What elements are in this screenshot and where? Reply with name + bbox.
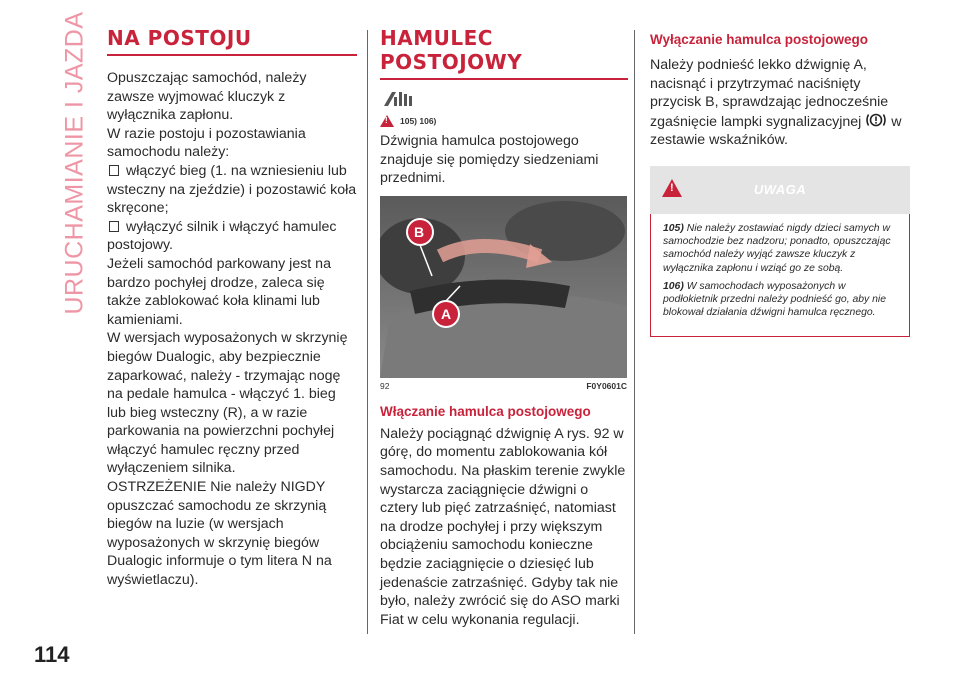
brake-warning-icon [865, 112, 887, 128]
warning-item-number: 106) [663, 280, 684, 292]
page-number: 114 [34, 642, 70, 667]
warning-content [650, 214, 910, 337]
section-heading-line2: POSTOJOWY [380, 50, 523, 74]
column-hamulec-postojowy [380, 28, 628, 629]
column-wylaczanie [650, 28, 910, 337]
parking-brake-icon [380, 88, 416, 110]
section-side-title [55, 11, 95, 315]
paragraph: Opuszczając samochód, należy zawsze wyjmować kluczyk z wyłącznika zapłonu. [107, 70, 307, 124]
warning-item-number: 105) [663, 222, 684, 234]
warning-item-text: W samochodach wyposażonych w podłokietnik przedni należy podnieść go, aby nie blokował działania dźwigni hamulca ręcznego. [663, 280, 886, 319]
checkbox-bullet-icon [109, 165, 119, 176]
column-divider [634, 30, 635, 634]
subheading: Włączanie hamulca postojowego [380, 403, 591, 419]
side-title-text: URUCHAMIANIE I JAZDA [60, 11, 89, 315]
warning-title: UWAGA [753, 181, 807, 197]
figure-number: 92 [380, 380, 390, 391]
body-text: Należy pociągnąć dźwignię A rys. 92 w górę, do momentu zablokowania kół samochodu. Na płaskim terenie zwykle wystarcza zaciągnięcie dźwigni o cztery lub pięć zatrzaśnięć, natomiast na drodze pochyłej i przy większym obciążeniu samochodu konieczne będzie zaciągnięcie o dziesięć lub jedenaście zatrzaśnięć. Gdyby tak nie było, należy zwrócić się do ASO marki Fiat w celu wykonania regulacji. [380, 425, 626, 628]
intro-text: Dźwignia hamulca postojowego znajduje się pomiędzy siedzeniami przednimi. [380, 133, 599, 187]
warning-triangle-icon: ! [380, 115, 394, 127]
icon-row [380, 88, 628, 110]
body-text-part: Należy podnieść lekko dźwignię A, nacisnąć i przytrzymać naciśnięty przycisk B, sprawdzając jednocześnie zgaśnięcie lampki sygnalizacyjnej [650, 57, 889, 130]
column-na-postoju [107, 28, 357, 590]
note-refs-text: 105) 106) [400, 116, 437, 126]
bullet-item [107, 162, 357, 218]
section-heading-line1: HAMULEC [380, 26, 493, 50]
bullet-text: wyłączyć silnik i włączyć hamulec postojowy. [107, 218, 337, 254]
figure-parking-brake [380, 196, 627, 378]
figure-label-a: A [441, 305, 452, 322]
body-text [650, 56, 910, 150]
heading-rule [107, 54, 357, 56]
warning-item [663, 280, 899, 320]
heading-rule [380, 78, 628, 80]
section-heading: NA POSTOJU [107, 26, 252, 50]
section-body [107, 69, 357, 590]
warning-triangle-icon: ! [662, 179, 682, 197]
warning-item [663, 222, 899, 275]
figure-label-b: B [414, 223, 425, 240]
paragraph: OSTRZEŻENIE Nie należy NIGDY opuszczać samochodu ze skrzynią biegów na luzie (w wersjach wyposażonych w skrzynię biegów Dualogic informuje o tym litera N na wyświetlaczu). [107, 479, 332, 589]
warning-header [650, 166, 910, 214]
paragraph: W razie postoju i pozostawiania samochodu należy: [107, 125, 306, 161]
paragraph: W wersjach wyposażonych w skrzynię biegów Dualogic, aby bezpiecznie zaparkować, należy - trzymając nogę na pedale hamulca - włączyć 1. bieg lub bieg wsteczny (R), a w razie parkowania na powierzchni pochyłej włączyć hamulec ręczny przed wyłączeniem silnika. [107, 330, 348, 477]
subheading: Wyłączanie hamulca postojowego [650, 32, 869, 47]
column-divider [367, 30, 368, 634]
paragraph: Jeżeli samochód parkowany jest na bardzo pochyłej drodze, zaleca się także zablokować koła klinami lub kamieniami. [107, 255, 331, 328]
checkbox-bullet-icon [109, 221, 119, 232]
bullet-text: włączyć bieg (1. na wzniesieniu lub wsteczny na zjeździe) i pozostawić koła skręcone; [107, 162, 357, 217]
figure-caption [380, 381, 627, 391]
note-references [380, 115, 628, 127]
body-text-part: w zestawie wskaźników. [650, 113, 902, 149]
figure-code: F0Y0601C [586, 380, 627, 391]
bullet-item [107, 218, 357, 255]
warning-item-text: Nie należy zostawiać nigdy dzieci samych w samochodzie bez nadzoru; ponadto, opuszczając samochód należy wyjąć zawsze kluczyk z wyłącznika zapłonu i wziąć go ze sobą. [663, 222, 891, 274]
